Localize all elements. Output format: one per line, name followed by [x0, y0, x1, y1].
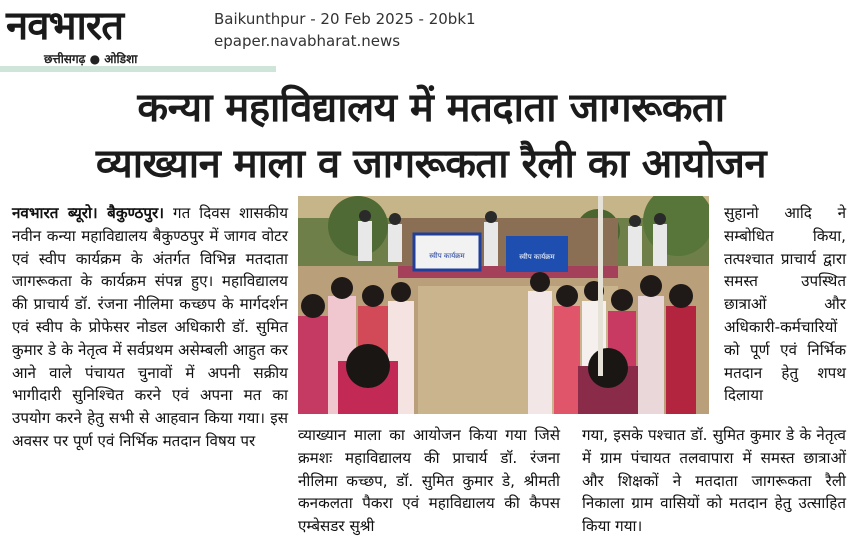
- logo-underline: [0, 66, 200, 72]
- edition-line: Baikunthpur - 20 Feb 2025 - 20bk1: [214, 10, 476, 28]
- logo-underline-tail: [200, 66, 276, 72]
- article-column-3-bottom: गया, इसके पश्चात डॉ. सुमित कुमार डे के नेतृत्व में ग्राम पंचायत तलवापारा में समस्त छात्राओं और शिक्षकों ने मतदाता जागरूकता रैली निकाला ग्राम वासियों को मतदान हेतु उत्साहित किया गया।: [582, 426, 846, 536]
- article-column-1: [12, 202, 288, 453]
- banner-left-text: स्वीप कार्यक्रम: [429, 252, 465, 260]
- edition-info: [214, 8, 476, 52]
- headline-line2: व्याख्यान माला व जागरूकता रैली का आयोजन: [95, 141, 767, 187]
- newspaper-logo: नवभारत: [6, 3, 124, 49]
- article-text-1: गत दिवस शासकीय नवीन कन्या महाविद्यालय बैकुण्ठपुर में जागव वोटर एवं स्वीप कार्यक्रम के अंतर्गत विभिन्न मतदाता जागरूकता के कार्यक्रम संपन्न हुए। महाविद्यालय की प्राचार्य डॉ. रंजना नीलिमा कच्छप के मार्गदर्शन एवं स्वीप के प्रोफेसर नोडल अधिकारी डॉ. सुमित कुमार डे के नेतृत्व में सर्वप्रथम असेम्बली आहुत कर आने वाले पंचायत चुनावों में अपनी सक्रीय भागीदारी सुनिश्चित करने एवं अपना मत का उपयोग करने हेतु सभी से आहवान किया गया। इस अवसर पर पूर्ण एवं निर्भिक मतदान विषय पर: [12, 204, 289, 450]
- banner-right-text: स्वीप कार्यक्रम: [519, 253, 555, 261]
- article-column-3-top: सुहानो आदि ने सम्बोधित किया, तत्पश्चात प्राचार्य द्वारा समस्त उपस्थित छात्राओं और अधिकारी-कर्मचारियों को पूर्ण एवं निर्भिक मतदान हेतु शपथ दिलाया: [724, 204, 846, 405]
- epaper-url[interactable]: epaper.navabharat.news: [214, 32, 401, 50]
- byline: नवभारत ब्यूरो। बैकुण्ठपुर।: [12, 204, 164, 222]
- headline-line1: कन्या महाविद्यालय में मतदाता जागरूकता: [137, 85, 725, 131]
- masthead: [0, 0, 862, 80]
- rally-photo-illustration: [298, 196, 709, 414]
- region-label: छत्तीसगढ़ ● ओडिशा: [44, 52, 138, 66]
- article-column-2: व्याख्यान माला का आयोजन किया गया जिसे क्रमशः महाविद्यालय की प्राचार्य डॉ. रंजना नीलिमा कच्छप, डॉ. सुमित कुमार डे, श्रीमती कनकलता पैकरा एवं महाविद्यालय की कैपस एम्बेसडर सुश्री: [298, 426, 560, 536]
- article-photo: [298, 196, 709, 414]
